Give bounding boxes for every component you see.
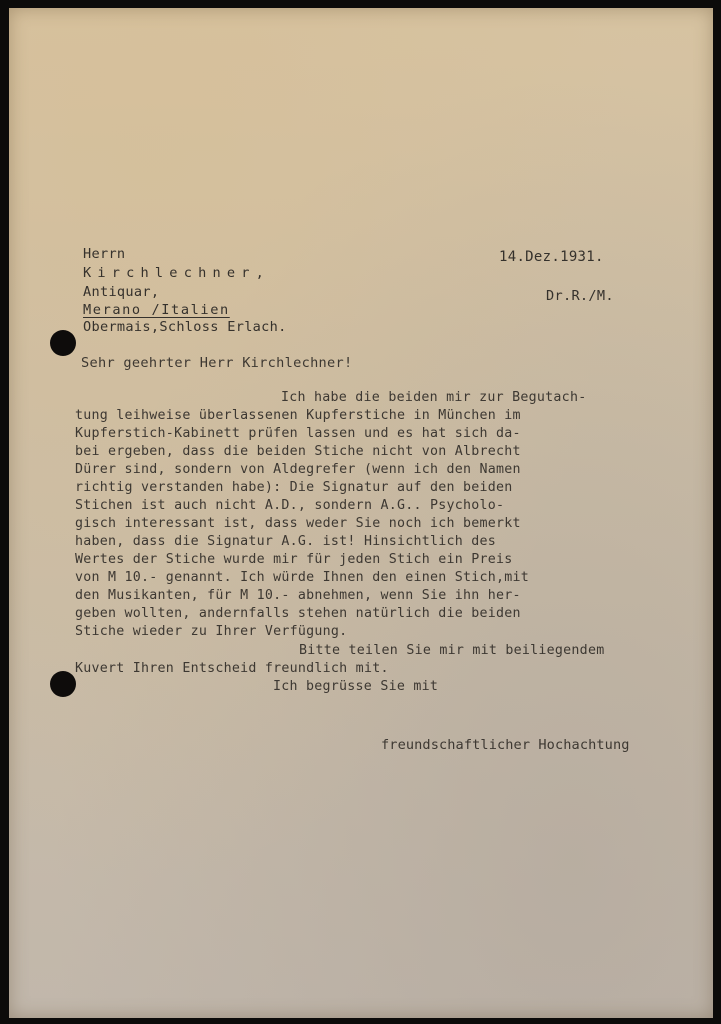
- body-line: geben wollten, andernfalls stehen natürlich die beiden: [75, 606, 521, 621]
- greeting-line: Sehr geehrter Herr Kirchlechner!: [81, 355, 353, 371]
- body-line: von M 10.- genannt. Ich würde Ihnen den einen Stich,mit: [75, 570, 530, 585]
- body-line: Stichen ist auch nicht A.D., sondern A.G.. Psycholo-: [75, 498, 505, 513]
- recipient-profession: Antiquar,: [83, 284, 160, 300]
- recipient-salutation: Herrn: [83, 246, 126, 262]
- closing-line: freundschaftlicher Hochachtung: [381, 737, 630, 753]
- body-line: gisch interessant ist, dass weder Sie noch ich bemerkt: [75, 516, 521, 531]
- recipient-name: Kirchlechner,: [83, 265, 270, 281]
- body-line: Bitte teilen Sie mir mit beiliegendem: [299, 643, 605, 658]
- body-line: tung leihweise überlassenen Kupferstiche in München im: [75, 408, 521, 423]
- body-line: bei ergeben, dass die beiden Stiche nicht von Albrecht: [75, 444, 521, 459]
- body-line: richtig verstanden habe): Die Signatur auf den beiden: [75, 480, 513, 495]
- body-line: Ich habe die beiden mir zur Begutach-: [281, 390, 587, 405]
- punch-hole-top: [50, 330, 76, 356]
- body-line: Stiche wieder zu Ihrer Verfügung.: [75, 624, 348, 639]
- letter-date: 14.Dez.1931.: [499, 249, 604, 265]
- body-line: Ich begrüsse Sie mit: [273, 679, 439, 694]
- body-line: den Musikanten, für M 10.- abnehmen, wenn Sie ihn her-: [75, 588, 521, 603]
- letter-sheet: [9, 8, 713, 1018]
- recipient-city: Merano /Italien: [83, 302, 230, 318]
- body-line: Wertes der Stiche wurde mir für jeden Stich ein Preis: [75, 552, 513, 567]
- body-line: Kupferstich-Kabinett prüfen lassen und es hat sich da-: [75, 426, 521, 441]
- body-line: haben, dass die Signatur A.G. ist! Hinsichtlich des: [75, 534, 497, 549]
- reference-code: Dr.R./M.: [546, 288, 614, 304]
- body-line: Dürer sind, sondern von Aldegrefer (wenn ich den Namen: [75, 462, 521, 477]
- body-line: Kuvert Ihren Entscheid freundlich mit.: [75, 661, 389, 676]
- recipient-address: Obermais,Schloss Erlach.: [83, 319, 287, 335]
- punch-hole-bottom: [50, 671, 76, 697]
